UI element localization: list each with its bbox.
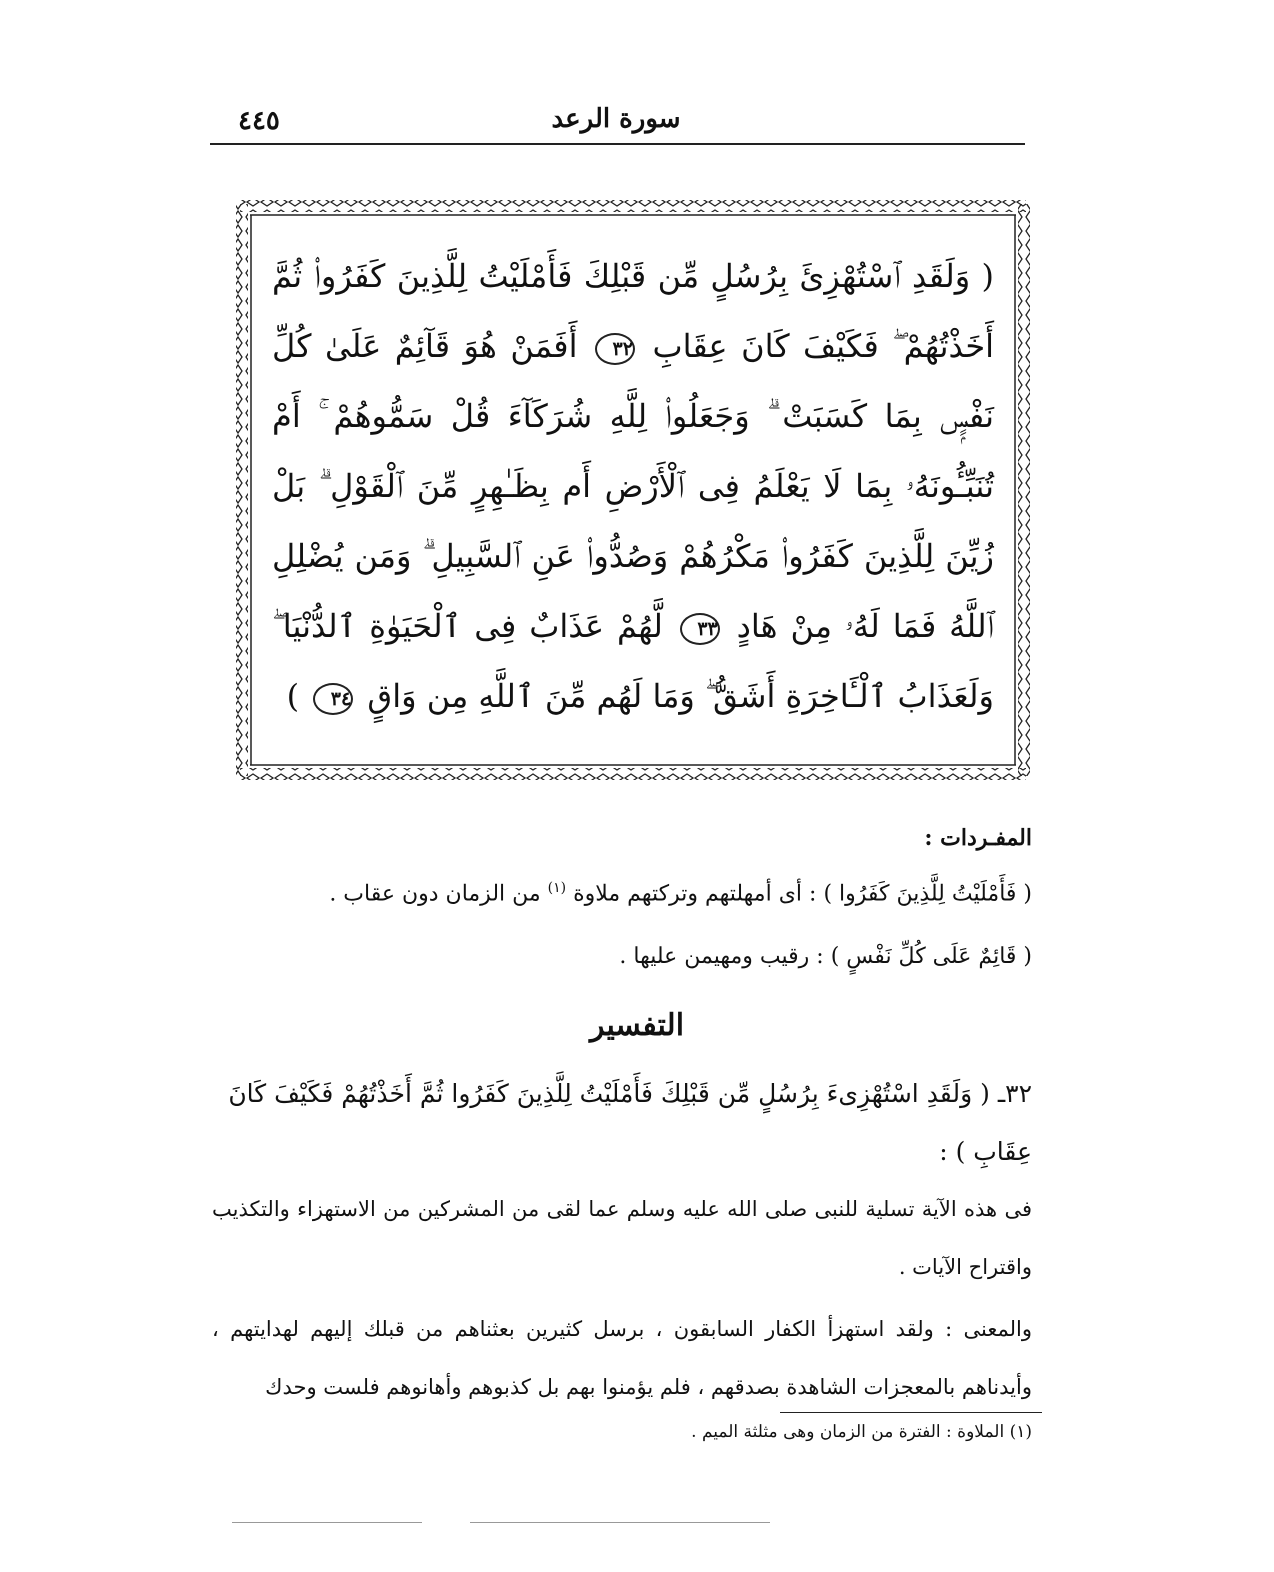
bottom-rule-left [232, 1522, 422, 1523]
surah-title: سورة الرعد [551, 104, 681, 134]
vocabulary-definition: : رقيب ومهيمن عليها . [619, 944, 824, 969]
page-number: ٤٤٥ [238, 106, 280, 136]
ayah-number-32: ٣٢ [595, 333, 635, 365]
vocabulary-term: ( قَائِمٌ عَلَى كُلِّ نَفْسٍ ) [830, 944, 1032, 969]
ayah-number-33: ٣٣ [680, 613, 720, 645]
vocabulary-definition: : أى أمهلتهم وتركتهم ملاوة [573, 881, 817, 907]
verse-number: ٣٢ـ [997, 1079, 1032, 1108]
verse-33-text: أَفَمَنْ هُوَ قَآئِمٌ عَلَىٰ كُلِّ نَفْسٍۭ بِمَا كَسَبَتْ ۗ وَجَعَلُوا۟ لِلَّهِ شُرَكَآءَ قُلْ سَمُّوهُمْ ۚ أَمْ تُنَبِّـُٔونَهُۥ بِمَا لَا يَعْلَمُ فِى ٱلْأَرْضِ أَم بِظَـٰهِرٍ مِّنَ ٱلْقَوْلِ ۗ بَلْ زُيِّنَ لِلَّذِينَ كَفَرُوا۟ مَكْرُهُمْ وَصُدُّوا۟ عَنِ ٱلسَّبِيلِ ۗ وَمَن يُضْلِلِ ٱللَّهُ فَمَا لَهُۥ مِنْ هَادٍ [272, 327, 995, 645]
vocabulary-item-1 [212, 880, 1032, 906]
ayah-number-34: ٣٤ [313, 683, 353, 715]
bottom-rule-right [470, 1522, 770, 1523]
quran-verses [272, 241, 994, 731]
verse-34-text: لَّهُمْ عَذَابٌ فِى ٱلْحَيَوٰةِ ٱلدُّنْيَا ۖ وَلَعَذَابُ ٱلْـَٔاخِرَةِ أَشَقُّ ۖ وَمَا لَهُم مِّنَ ٱللَّهِ مِن وَاقٍ [272, 607, 994, 715]
verse-frame [232, 196, 1034, 784]
tafsir-paragraph-2: والمعنى : ولقد استهزأ الكفار السابقون ، برسل كثيرين بعثناهم من قبلك إليهم لهدايتهم ، وأيدناهم بالمعجزات الشاهدة بصدقهم ، فلم يؤمنوا بهم بل كذبوهم وأهانوهم فلست وحدك [212, 1317, 1032, 1399]
vocabulary-term: ( فَأَمْلَيْتُ لِلَّذِينَ كَفَرُوا ) [823, 881, 1032, 907]
footnote-rule [780, 1412, 1042, 1413]
vocabulary-heading: المفـردات : [924, 825, 1032, 851]
tafsir-heading: التفسير [589, 1008, 685, 1043]
quoted-verse: ( وَلَقَدِ اسْتُهْزِىءَ بِرُسُلٍ مِّن قَبْلِكَ فَأَمْلَيْتُ لِلَّذِينَ كَفَرُوا ثُمَّ أَخَذْتُهُمْ فَكَيْفَ كَانَ عِقَابِ ) : [228, 1079, 1032, 1166]
footnote: (١) الملاوة : الفترة من الزمان وهى مثلثة الميم . [691, 1422, 1032, 1442]
page-header [210, 100, 1022, 140]
tafsir-paragraph-1: فى هذه الآية تسلية للنبى صلى الله عليه وسلم عما لقى من المشركين من الاستهزاء والتكذيب واقتراح الآيات . [212, 1197, 1032, 1279]
footnote-marker: (١) [547, 880, 567, 896]
vocabulary-item-2 [212, 944, 1032, 969]
header-rule [210, 143, 1025, 145]
tafsir-verse-quote [212, 1065, 1032, 1181]
verse-32-text: ( وَلَقَدِ ٱسْتُهْزِئَ بِرُسُلٍ مِّن قَبْلِكَ فَأَمْلَيْتُ لِلَّذِينَ كَفَرُوا۟ ثُمَّ أَخَذْتُهُمْ ۖ فَكَيْفَ كَانَ عِقَابِ [272, 257, 995, 365]
verses-closing-bracket: ) [286, 677, 300, 715]
vocabulary-definition-cont: من الزمان دون عقاب . [329, 881, 541, 907]
